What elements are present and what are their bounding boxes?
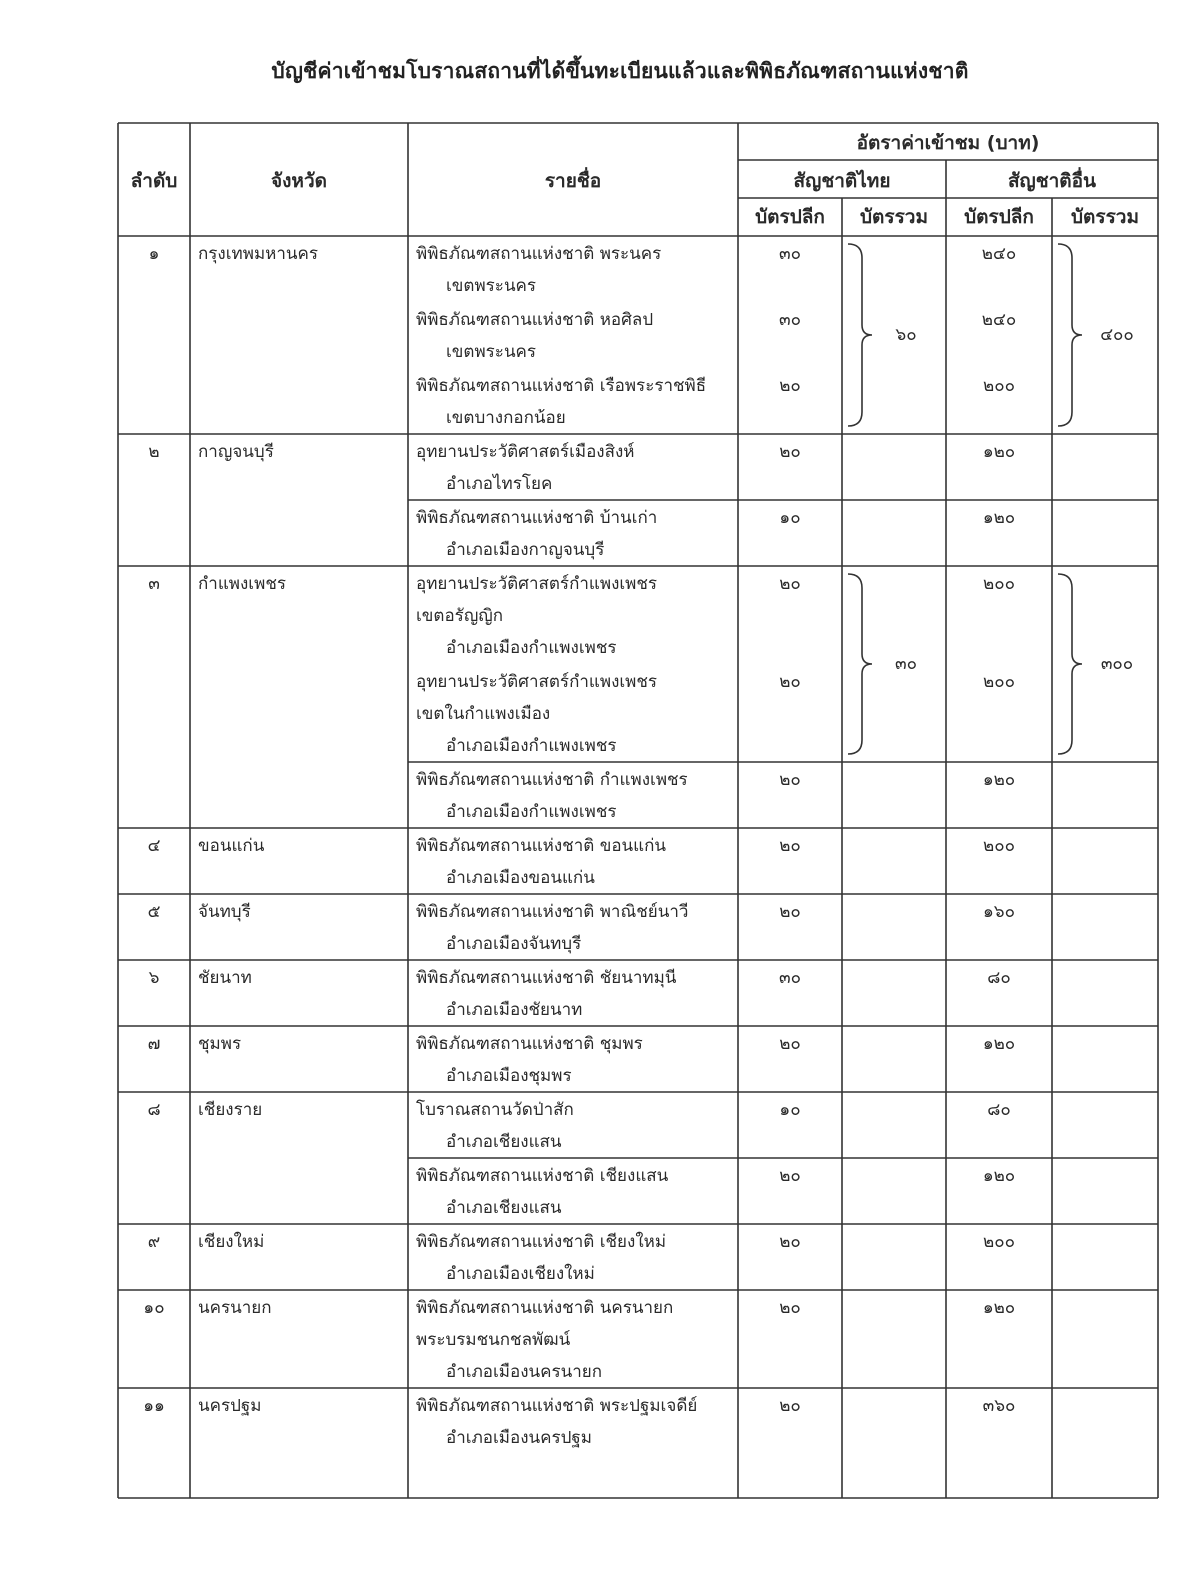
header-rate: อัตราค่าเข้าชม (บาท) (856, 132, 1040, 154)
entry-line: อำเภอเมืองชัยนาท (446, 1000, 583, 1020)
thai-single-fee: ๑๐ (779, 1100, 801, 1120)
entry-line: อุทยานประวัติศาสตร์กำแพงเพชร (416, 574, 658, 594)
thai-single-fee: ๒๐ (779, 1166, 801, 1186)
entry-line: พิพิธภัณฑสถานแห่งชาติ กำแพงเพชร (416, 770, 688, 790)
thai-single-fee: ๒๐ (779, 574, 801, 594)
entry-line: พิพิธภัณฑสถานแห่งชาติ เชียงแสน (416, 1166, 669, 1186)
page-title: บัญชีค่าเข้าชมโบราณสถานที่ได้ขึ้นทะเบียนแล้วและพิพิธภัณฑสถานแห่งชาติ (271, 59, 969, 83)
row-number: ๕ (147, 902, 161, 922)
row-number: ๔ (147, 836, 161, 856)
foreign-single-fee: ๑๒๐ (982, 770, 1016, 790)
row-number: ๓ (148, 574, 160, 594)
province-name: เชียงราย (198, 1100, 263, 1120)
province-name: นครปฐม (198, 1396, 262, 1416)
entry-line: อำเภอเชียงแสน (446, 1198, 562, 1218)
entry-line: อำเภอเมืองนครนายก (446, 1362, 603, 1382)
row-number: ๑๑ (143, 1396, 165, 1416)
row-number: ๑๐ (143, 1298, 165, 1318)
foreign-single-fee: ๑๒๐ (982, 1298, 1016, 1318)
entry-line: เขตพระนคร (446, 342, 537, 362)
foreign-single-fee: ๒๐๐ (983, 1232, 1015, 1252)
entry-line: พิพิธภัณฑสถานแห่งชาติ พระนคร (416, 244, 662, 264)
header-foreign-single: บัตรปลีก (964, 206, 1034, 228)
header-no: ลำดับ (130, 170, 178, 192)
foreign-single-fee: ๘๐ (987, 1100, 1011, 1120)
thai-single-fee: ๒๐ (779, 1298, 801, 1318)
header-thai-single: บัตรปลีก (755, 206, 825, 228)
thai-single-fee: ๓๐ (779, 244, 801, 264)
province-name: กาญจนบุรี (198, 442, 274, 462)
province-name: เชียงใหม่ (198, 1232, 265, 1252)
thai-single-fee: ๒๐ (779, 902, 801, 922)
entry-line: โบราณสถานวัดป่าสัก (416, 1100, 574, 1120)
entry-line: อำเภอไทรโยค (446, 474, 553, 494)
foreign-single-fee: ๒๐๐ (983, 574, 1015, 594)
foreign-single-fee: ๑๖๐ (983, 902, 1015, 922)
entry-line: อุทยานประวัติศาสตร์กำแพงเพชร (416, 672, 658, 692)
thai-single-fee: ๒๐ (779, 1034, 801, 1054)
entry-line: พิพิธภัณฑสถานแห่งชาติ เชียงใหม่ (416, 1232, 667, 1252)
entry-line: เขตอรัญญิก (416, 606, 504, 626)
entry-line: อำเภอเมืองเชียงใหม่ (446, 1264, 595, 1284)
thai-single-fee: ๒๐ (779, 1232, 801, 1252)
header-thai: สัญชาติไทย (793, 170, 891, 192)
foreign-combined-fee: ๔๐๐ (1100, 325, 1134, 345)
province-name: นครนายก (198, 1298, 272, 1318)
entry-line: พิพิธภัณฑสถานแห่งชาติ พาณิชย์นาวี (416, 902, 689, 922)
entry-line: อำเภอเมืองชุมพร (446, 1066, 572, 1086)
entry-line: อุทยานประวัติศาสตร์เมืองสิงห์ (416, 442, 635, 462)
entry-line: อำเภอเมืองกำแพงเพชร (446, 736, 617, 756)
row-number: ๘ (147, 1100, 161, 1120)
foreign-single-fee: ๑๒๐ (982, 442, 1016, 462)
province-name: ชุมพร (198, 1034, 242, 1054)
row-number: ๙ (147, 1232, 161, 1252)
foreign-single-fee: ๘๐ (987, 968, 1011, 988)
foreign-single-fee: ๑๒๐ (982, 1166, 1016, 1186)
header-foreign-combined: บัตรรวม (1070, 206, 1139, 228)
foreign-combined-fee: ๓๐๐ (1100, 654, 1134, 674)
foreign-single-fee: ๒๐๐ (983, 376, 1015, 396)
entry-line: อำเภอเมืองนครปฐม (446, 1428, 593, 1448)
foreign-single-fee: ๑๒๐ (982, 508, 1016, 528)
province-name: กรุงเทพมหานคร (198, 244, 319, 264)
thai-combined-fee: ๓๐ (895, 654, 917, 674)
row-number: ๒ (148, 442, 160, 462)
entry-line: พิพิธภัณฑสถานแห่งชาติ ชัยนาทมุนี (416, 968, 677, 988)
entry-line: พิพิธภัณฑสถานแห่งชาติ บ้านเก่า (416, 508, 658, 528)
foreign-single-fee: ๒๔๐ (981, 244, 1017, 264)
entry-line: อำเภอเมืองกำแพงเพชร (446, 802, 617, 822)
province-name: จันทบุรี (198, 902, 251, 922)
header-thai-combined: บัตรรวม (859, 206, 928, 228)
entry-line: พิพิธภัณฑสถานแห่งชาติ เรือพระราชพิธี (416, 376, 707, 396)
thai-single-fee: ๒๐ (779, 1396, 801, 1416)
entry-line: อำเภอเชียงแสน (446, 1132, 562, 1152)
thai-single-fee: ๑๐ (779, 508, 801, 528)
row-number: ๖ (148, 968, 160, 988)
entry-line: พิพิธภัณฑสถานแห่งชาติ พระปฐมเจดีย์ (416, 1396, 698, 1416)
thai-single-fee: ๓๐ (779, 968, 801, 988)
entry-line: พิพิธภัณฑสถานแห่งชาติ ขอนแก่น (416, 836, 667, 856)
foreign-single-fee: ๑๒๐ (982, 1034, 1016, 1054)
entry-line: พิพิธภัณฑสถานแห่งชาติ ชุมพร (416, 1034, 643, 1054)
header-province: จังหวัด (271, 170, 327, 192)
foreign-single-fee: ๒๐๐ (983, 672, 1015, 692)
thai-single-fee: ๒๐ (779, 836, 801, 856)
province-name: ชัยนาท (198, 968, 252, 988)
foreign-single-fee: ๓๖๐ (982, 1396, 1016, 1416)
thai-single-fee: ๒๐ (779, 376, 801, 396)
thai-single-fee: ๒๐ (779, 442, 801, 462)
entry-line: อำเภอเมืองกาญจนบุรี (446, 540, 605, 560)
entry-line: อำเภอเมืองจันทบุรี (446, 934, 582, 954)
foreign-single-fee: ๒๔๐ (981, 310, 1017, 330)
thai-combined-fee: ๖๐ (895, 325, 917, 345)
header-foreign: สัญชาติอื่น (1007, 170, 1097, 192)
thai-single-fee: ๓๐ (779, 310, 801, 330)
entry-line: พระบรมชนกชลพัฒน์ (416, 1330, 571, 1350)
row-number: ๗ (147, 1034, 161, 1054)
entry-line: พิพิธภัณฑสถานแห่งชาติ นครนายก (416, 1298, 674, 1318)
thai-single-fee: ๒๐ (779, 770, 801, 790)
row-number: ๑ (148, 244, 160, 264)
entry-line: อำเภอเมืองขอนแก่น (446, 868, 595, 888)
province-name: ขอนแก่น (198, 836, 265, 856)
entry-line: อำเภอเมืองกำแพงเพชร (446, 638, 617, 658)
entry-line: เขตบางกอกน้อย (446, 408, 566, 428)
foreign-single-fee: ๒๐๐ (983, 836, 1015, 856)
thai-single-fee: ๒๐ (779, 672, 801, 692)
province-name: กำแพงเพชร (198, 574, 286, 594)
entry-line: พิพิธภัณฑสถานแห่งชาติ หอศิลป (416, 310, 654, 330)
header-name: รายชื่อ (544, 170, 602, 192)
entry-line: เขตพระนคร (446, 276, 537, 296)
entry-line: เขตในกำแพงเมือง (416, 704, 551, 724)
